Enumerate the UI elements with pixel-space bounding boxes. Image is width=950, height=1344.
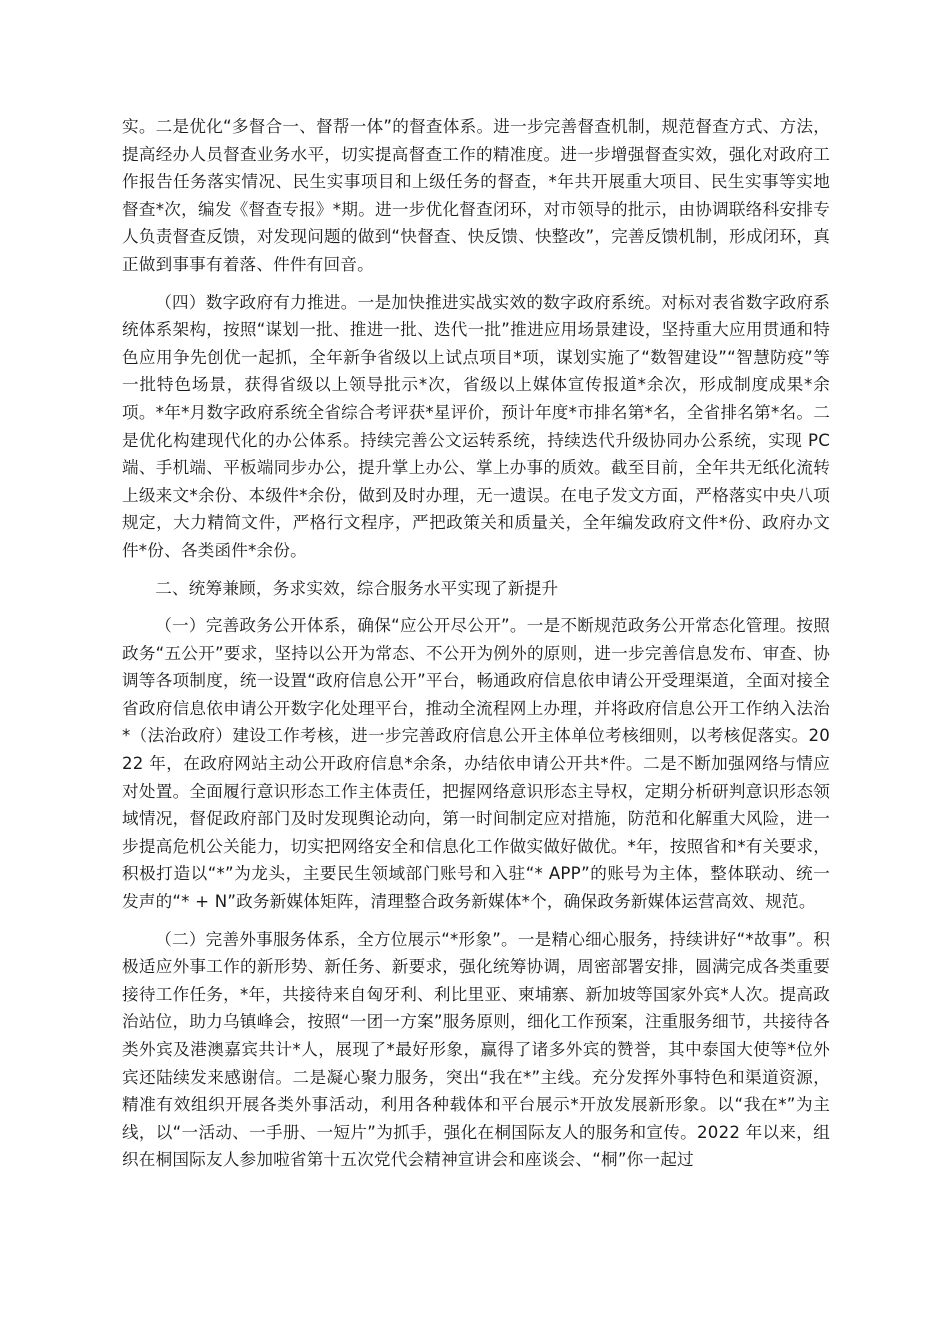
paragraph-government-affairs-disclosure: （一）完善政务公开体系，确保“应公开尽公开”。一是不断规范政务公开常态化管理。按照政务“五公开”要求，坚持以公开为常态、不公开为例外的原则，进一步完善信息发布、审查、协调等各项制度，统一设置“政府信息公开”平台，畅通政府信息依申请公开受理渠道，全面对接全省政府信息依申请公开数字化处理平台，推动全流程网上办理，并将政府信息公开工作纳入法治*（法治政府）建设工作考核，进一步完善政府信息公开主体单位考核细则，以考核促落实。2022 年，在政府网站主动公开政府信息*余条，办结依申请公开共*件。二是不断加强网络与情应对处置。全面履行意识形态工作主体责任，把握网络意识形态主导权，定期分析研判意识形态领域情况，督促政府部门及时发现舆论动向，第一时间制定应对措施，防范和化解重大风险，进一步提高危机公关能力，切实把网络安全和信息化工作做实做好做优。*年，按照省和*有关要求，积极打造以“*”为龙头，主要民生领域部门账号和入驻“* APP”的账号为主体，整体联动、统一发声的“* + N”政务新媒体矩阵，清理整合政务新媒体*个，确保政务新媒体运营高效、规范。 [122,616,830,912]
paragraph-supervision-system: 实。二是优化“多督合一、督帮一体”的督查体系。进一步完善督查机制，规范督查方式、方法，提高经办人员督查业务水平，切实提高督查工作的精准度。进一步增强督查实效，强化对政府工作报告任务落实情况、民生实事项目和上级任务的督查，*年共开展重大项目、民生实事等实地督查*次，编发《督查专报》*期。进一步优化督查闭环，对市领导的批示，由协调联络科安排专人负责督查反馈，对发现问题的做到“快督查、快反馈、快整改”，完善反馈机制，形成闭环，真正做到事事有着落、件件有回音。 [122,117,830,274]
paragraph-digital-government: （四）数字政府有力推进。一是加快推进实战实效的数字政府系统。对标对表省数字政府系统体系架构，按照“谋划一批、推进一批、迭代一批”推进应用场景建设，坚持重大应用贯通和特色应用争先创优一起抓，全年新争省级以上试点项目*项，谋划实施了“数智建设”“智慧防疫”等一批特色场景，获得省级以上领导批示*次，省级以上媒体宣传报道*余次，形成制度成果*余项。*年*月数字政府系统全省综合考评获*星评价，预计年度*市排名第*名，全省排名第*名。二是优化构建现代化的办公体系。持续完善公文运转系统，持续迭代升级协同办公系统，实现 PC 端、手机端、平板端同步办公，提升掌上办公、掌上办事的质效。截至目前，全年共无纸化流转上级来文*余份、本级件*余份，做到及时办理，无一遗误。在电子发文方面，严格落实中央八项规定，大力精简文件，严格行文程序，严把政策关和质量关，全年编发政府文件*份、政府办文件*份、各类函件*余份。 [122,292,830,560]
document-page [122,113,830,1174]
paragraph-foreign-affairs-service: （二）完善外事服务体系，全方位展示“*形象”。一是精心细心服务，持续讲好“*故事”。积极适应外事工作的新形势、新任务、新要求，强化统筹协调，周密部署安排，圆满完成各类重要接待工作任务，*年，共接待来自匈牙利、利比里亚、柬埔寨、新加坡等国家外宾*人次。提高政治站位，助力乌镇峰会，按照“一团一方案”服务原则，细化工作预案，注重服务细节，共接待各类外宾及港澳嘉宾共计*人，展现了*最好形象，赢得了诸多外宾的赞誉，其中泰国大使等*位外宾还陆续发来感谢信。二是凝心聚力服务，突出“我在*”主线。充分发挥外事特色和渠道资源，精准有效组织开展各类外事活动，利用各种载体和平台展示*开放发展新形象。以“我在*”为主线，以“一活动、一手册、一短片”为抓手，强化在桐国际友人的服务和宣传。2022 年以来，组织在桐国际友人参加啦省第十五次党代会精神宣讲会和座谈会、“桐”你一起过 [122,929,830,1170]
section-heading-two: 二、统筹兼顾，务求实效，综合服务水平实现了新提升 [155,578,559,598]
